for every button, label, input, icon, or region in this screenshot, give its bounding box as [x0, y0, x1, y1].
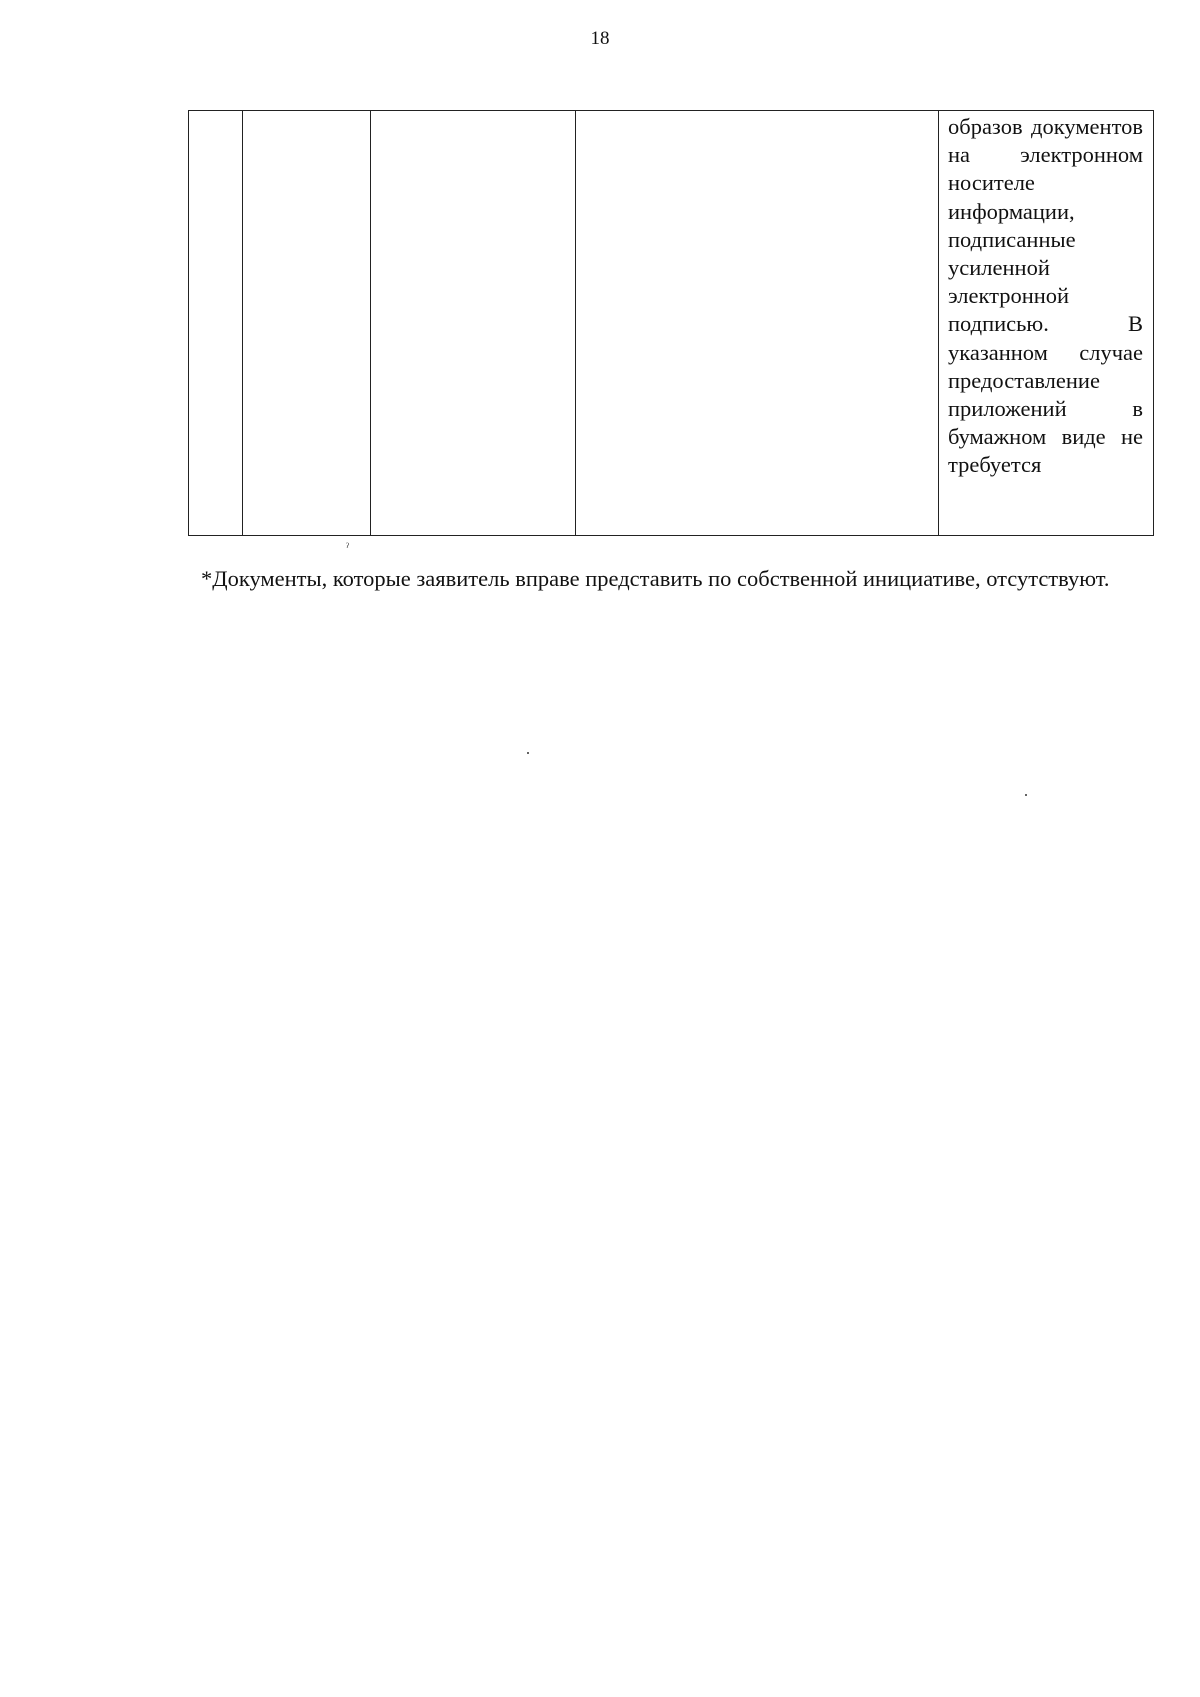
table-cell-1 [189, 111, 243, 536]
table-cell-3 [371, 111, 576, 536]
footnote: *Документы, которые заявитель вправе представить по собственной инициативе, отсутствуют. [201, 566, 1110, 591]
table-row [189, 111, 1154, 536]
scan-speck [527, 752, 529, 754]
table-cell-4 [576, 111, 939, 536]
scan-mark: ˀ [346, 540, 349, 554]
table-cell-5 [939, 111, 1154, 536]
table-cell-2 [243, 111, 371, 536]
page-number: 18 [590, 28, 610, 49]
document-table [188, 110, 1154, 536]
cell-text: образов документов на электронном носителе информации, подписанные усиленной электронной подписью. В указанном случае предоставление приложений в бумажном виде не требуется [948, 114, 1143, 478]
scan-speck [1025, 794, 1027, 796]
